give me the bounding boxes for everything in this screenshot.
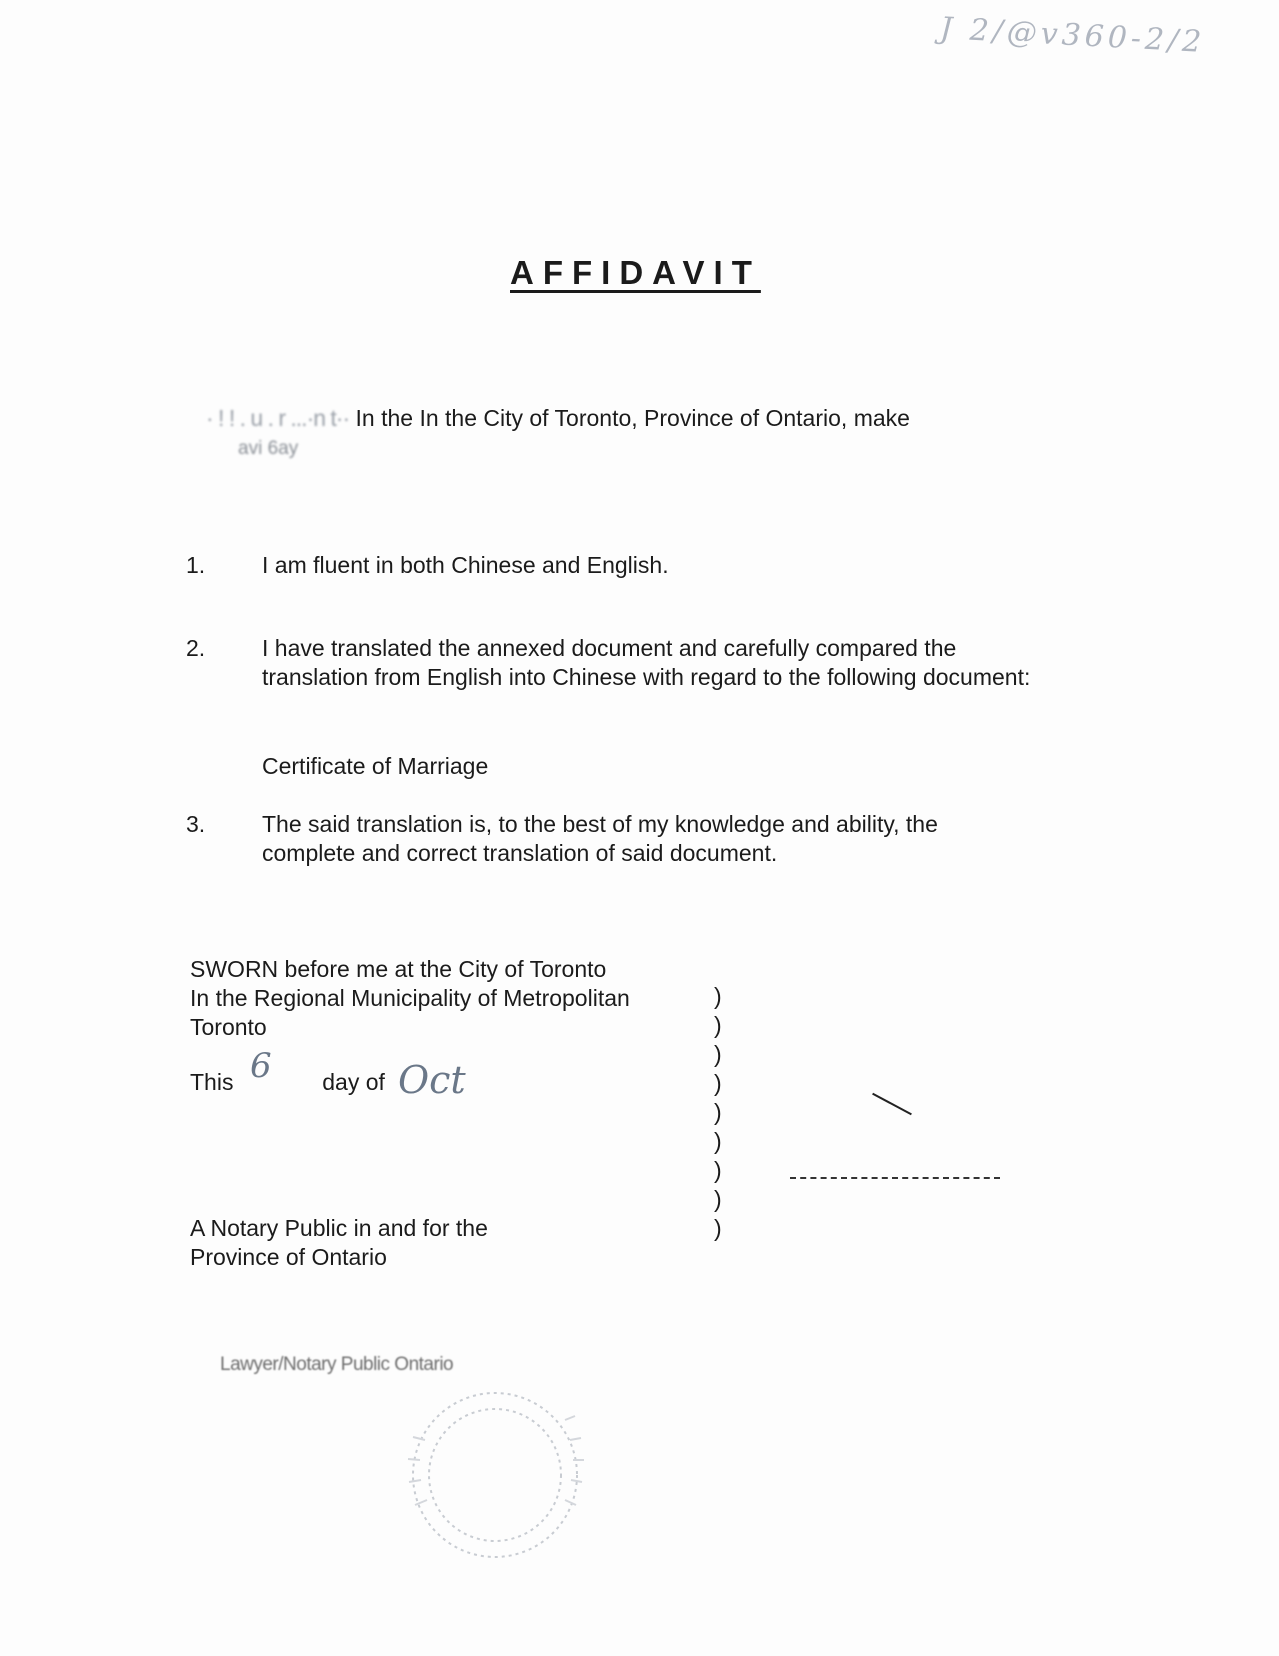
- signature-stroke: [872, 1093, 912, 1115]
- sworn-line-2: In the Regional Municipality of Metropolitan: [190, 985, 630, 1011]
- date-line: [190, 1068, 399, 1097]
- item-text-2: I have translated the annexed document and carefully compared the translation from English into Chinese with regard to the following document:: [262, 635, 1031, 690]
- handwritten-reference-note: J 2/@v360-2/2: [939, 11, 1207, 60]
- intro-line: [206, 404, 1056, 433]
- item-number-3: 3.: [186, 811, 206, 837]
- handwritten-day: 6: [250, 1046, 272, 1086]
- redacted-name: · ! ! . u . r ...·n t··: [206, 405, 350, 431]
- notary-line-1: A Notary Public in and for the: [190, 1215, 488, 1241]
- sworn-line-3: Toronto: [190, 1014, 267, 1040]
- notary-line-2: Province of Ontario: [190, 1244, 387, 1270]
- item-text-3: The said translation is, to the best of my knowledge and ability, the complete and correct translation of said document.: [262, 811, 938, 866]
- sworn-block: [190, 955, 710, 1042]
- notary-stamp-text: Lawyer/Notary Public Ontario: [220, 1354, 454, 1375]
- sworn-line-1: SWORN before me at the City of Toronto: [190, 956, 607, 982]
- notary-seal-image: [365, 1380, 615, 1580]
- notary-block: [190, 1214, 488, 1272]
- item-number-1: 1.: [186, 552, 206, 578]
- intro-line-2: avi 6ay: [238, 438, 299, 459]
- signature-line: [790, 1177, 1000, 1179]
- document-title: AFFIDAVIT: [510, 254, 761, 291]
- this-label: This: [190, 1069, 234, 1095]
- item-text-1: I am fluent in both Chinese and English.: [262, 552, 669, 578]
- bracket-column: ) ) ) ) ) ) ) ) ): [714, 983, 722, 1241]
- document-name: Certificate of Marriage: [262, 753, 489, 779]
- intro-text: In the In the City of Toronto, Province of Ontario, make: [355, 405, 910, 431]
- item-number-2: 2.: [186, 635, 206, 661]
- handwritten-month: Oct: [398, 1058, 466, 1102]
- day-of-label: day of: [322, 1069, 385, 1095]
